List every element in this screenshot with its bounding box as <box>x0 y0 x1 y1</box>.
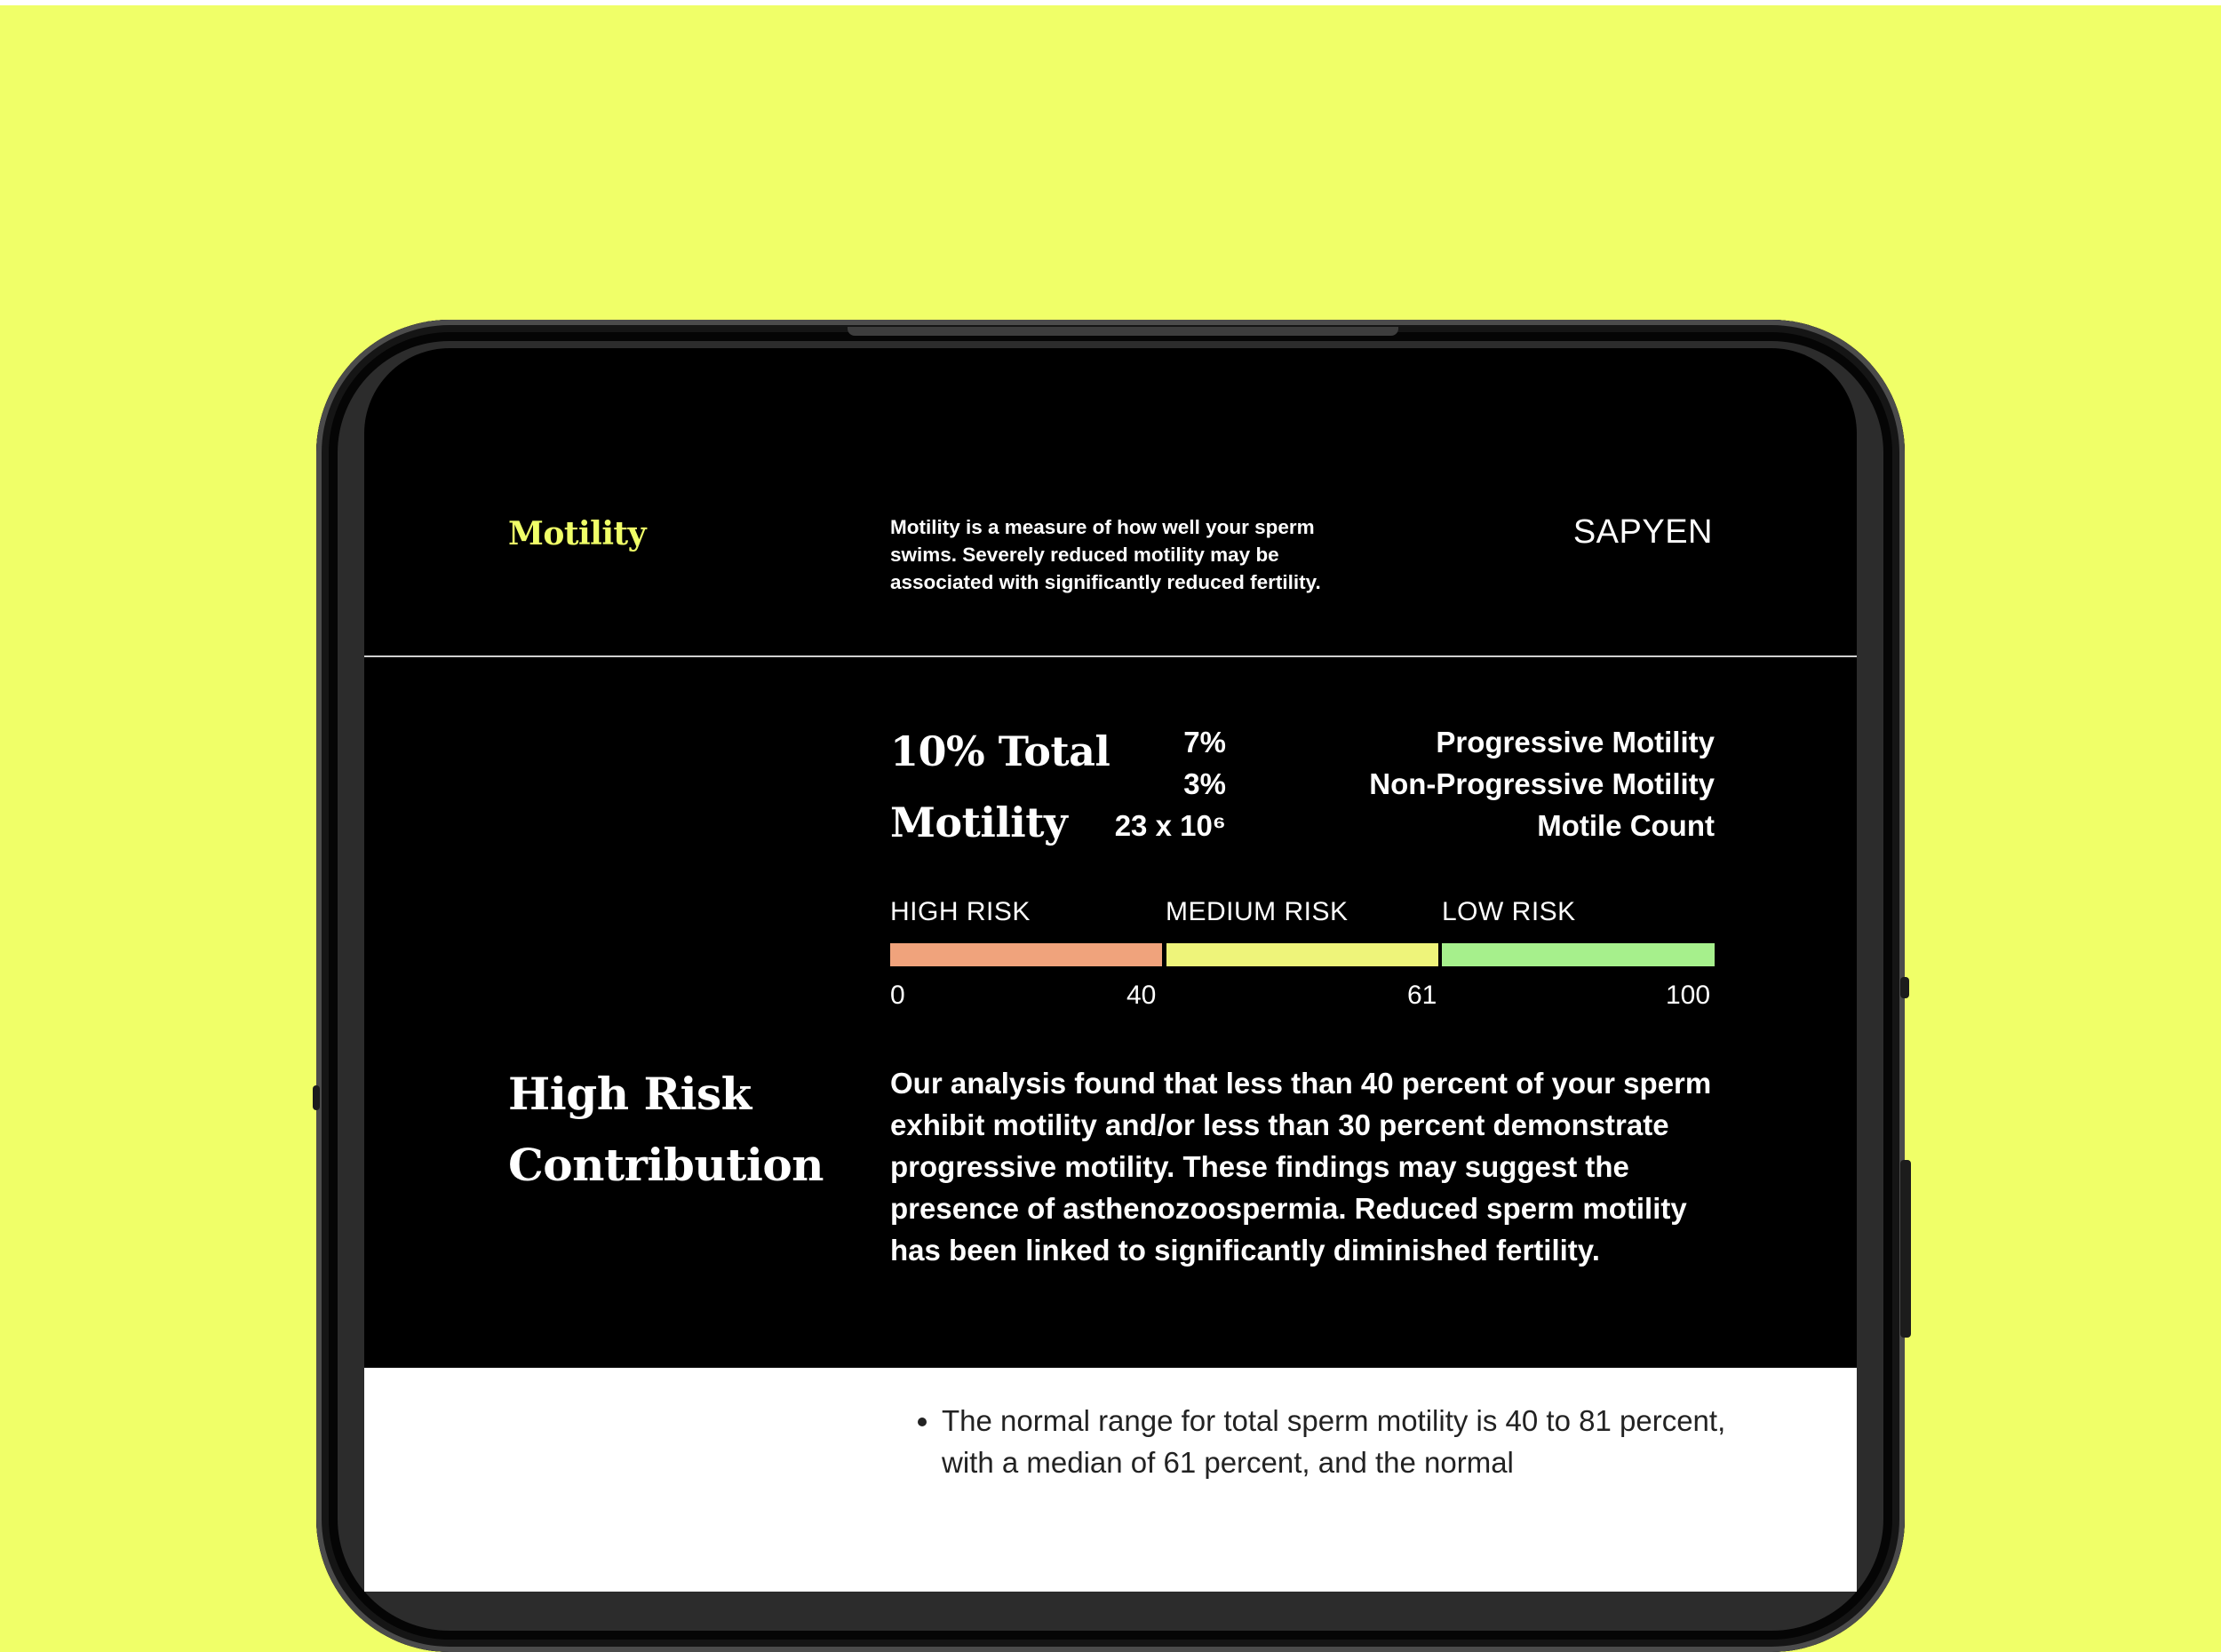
metric-row-progressive <box>1093 721 1715 763</box>
total-motility-headline: 10% Total Motility <box>890 727 1110 846</box>
phone-screen <box>364 348 1857 1592</box>
analysis-text: Our analysis found that less than 40 percent of your sperm exhibit motility and/or less than 30 percent demonstrate progressive motility. These findings may suggest the presence of asthenozoospermia. Reduced sperm motility has been linked to significantly diminished fertility. <box>890 1067 1712 1267</box>
speaker-grill <box>848 327 1398 336</box>
low-risk-label: LOW RISK <box>1442 897 1576 926</box>
risk-bar-medium <box>1166 943 1438 966</box>
metric-label: Progressive Motility <box>1436 726 1715 758</box>
high-risk-label: HIGH RISK <box>890 897 1031 926</box>
motility-metrics <box>1093 721 1715 846</box>
contribution-title: High Risk Contribution <box>508 1068 824 1191</box>
scale-tick-100: 100 <box>1666 981 1711 1010</box>
metric-value: 23 x 10⁶ <box>1114 809 1226 842</box>
section-title: Motility <box>508 515 647 552</box>
risk-bar-low <box>1442 943 1715 966</box>
power-button <box>1900 1160 1911 1338</box>
metric-row-non-progressive <box>1093 763 1715 805</box>
scale-tick-0: 0 <box>890 981 905 1010</box>
scale-tick-40: 40 <box>1126 981 1157 1010</box>
section-description: Motility is a measure of how well your sperm swims. Severely reduced motility may be associated with significantly reduced fertility. <box>890 516 1321 593</box>
metric-label: Non-Progressive Motility <box>1369 767 1715 800</box>
left-side-button <box>313 1085 320 1110</box>
metric-label: Motile Count <box>1537 809 1715 842</box>
metric-value: 3% <box>1183 767 1226 800</box>
list-item: • The normal range for total sperm motility is 40 to 81 percent, with a median of 61 percent, and the normal <box>942 1400 1741 1483</box>
brand-logo: SAPYEN <box>1572 513 1713 551</box>
metric-value: 7% <box>1183 726 1226 758</box>
medium-risk-label: MEDIUM RISK <box>1166 897 1349 926</box>
volume-button <box>1900 977 1909 998</box>
scale-tick-61: 61 <box>1407 981 1437 1010</box>
notes-list <box>890 1400 1741 1483</box>
header-divider <box>364 655 1857 657</box>
risk-bar-high <box>890 943 1162 966</box>
top-edge <box>0 0 2221 5</box>
metric-row-motile-count <box>1093 805 1715 846</box>
